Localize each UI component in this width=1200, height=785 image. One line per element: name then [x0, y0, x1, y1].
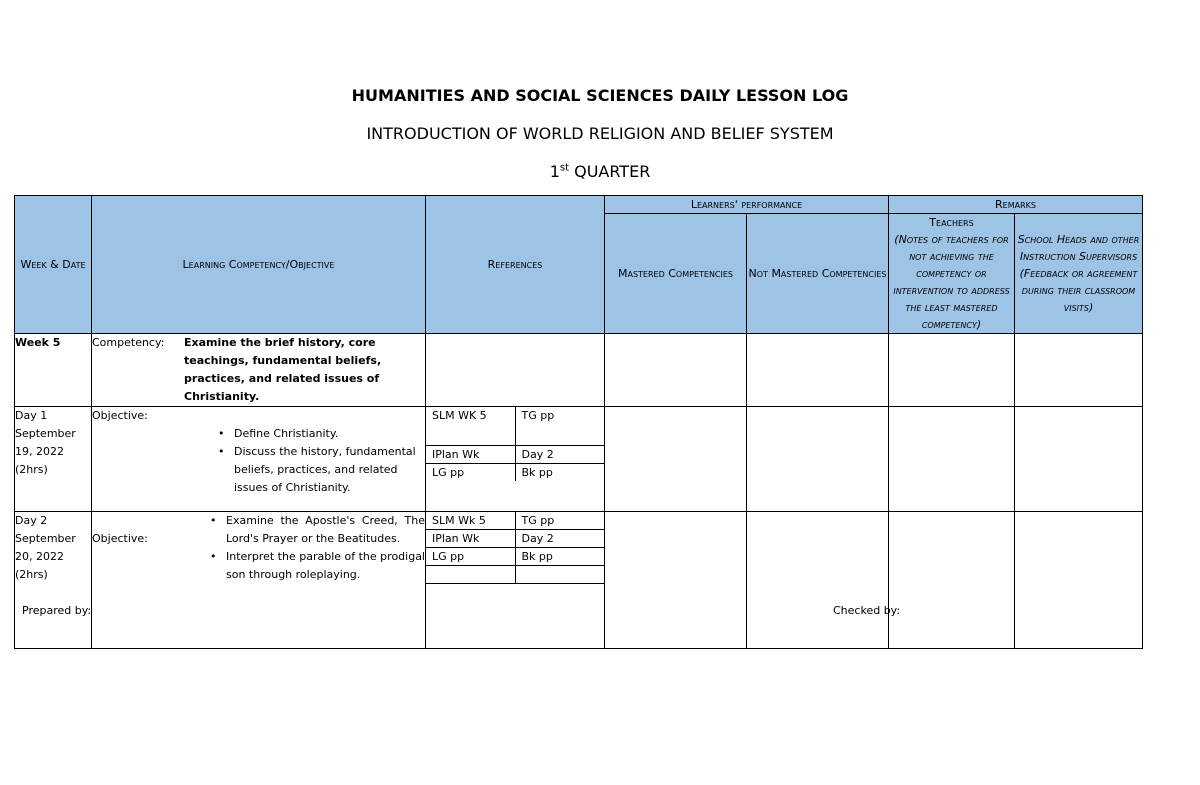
teachers-cell — [889, 407, 1015, 512]
school-heads-note: (Feedback or agreement during their classroom visits) — [1019, 267, 1138, 314]
ref-cell: TG pp — [515, 407, 604, 445]
header-learners-performance: Learners' performance — [605, 196, 889, 214]
week-cell: Week 5 — [15, 334, 92, 407]
quarter-title — [0, 162, 1200, 181]
day1-references-table — [426, 407, 604, 481]
school-heads-cell — [1015, 512, 1143, 649]
competency-text: Examine the brief history, core teachings, fundamental beliefs, practices, and related issues of Christianity. — [184, 336, 382, 403]
quarter-label: QUARTER — [569, 162, 651, 181]
document-title: HUMANITIES AND SOCIAL SCIENCES DAILY LESSON LOG — [351, 86, 849, 105]
competency-cell — [92, 334, 426, 407]
ref-cell: Day 2 — [515, 445, 604, 463]
header-week-date: Week & Date — [15, 196, 92, 334]
list-item: • Define Christianity. — [214, 425, 425, 443]
checked-by-label: Checked by: — [833, 604, 901, 617]
list-item: • Examine the Apostle's Creed, The Lord's Prayer or the Beatitudes. — [206, 512, 425, 548]
teachers-note: (Notes of teachers for not achieving the competency or intervention to address the least mastered competency) — [893, 233, 1010, 331]
competency-label: Competency: — [92, 336, 165, 349]
day2-objective-label: Objective: — [92, 532, 148, 545]
list-item: • Interpret the parable of the prodigal son through roleplaying. — [206, 548, 425, 584]
header-teachers — [889, 214, 1015, 334]
references-cell — [426, 334, 605, 407]
teachers-cell — [889, 512, 1015, 649]
day1-objective-cell — [92, 407, 426, 512]
school-heads-cell — [1015, 334, 1143, 407]
ref-cell: LG pp — [426, 463, 515, 481]
ref-cell — [515, 566, 604, 584]
day1-objective-list — [214, 425, 425, 497]
teachers-cell — [889, 334, 1015, 407]
subject-title: INTRODUCTION OF WORLD RELIGION AND BELIEF SYSTEM — [366, 124, 834, 143]
ref-cell: SLM Wk 5 — [426, 512, 515, 530]
day2-references-table — [426, 512, 604, 584]
quarter-ordinal: st — [559, 162, 570, 174]
prepared-by-label: Prepared by: — [22, 604, 92, 617]
ref-cell: IPlan Wk — [426, 530, 515, 548]
quarter-number: 1 — [549, 162, 560, 181]
mastered-cell — [605, 512, 747, 649]
ref-cell: TG pp — [515, 512, 604, 530]
school-heads-cell — [1015, 407, 1143, 512]
day2-objective-cell — [92, 512, 426, 649]
day1-objective-label: Objective: — [92, 409, 148, 422]
ref-cell: Bk pp — [515, 548, 604, 566]
mastered-cell — [605, 407, 747, 512]
teachers-label: Teachers — [929, 216, 974, 229]
not-mastered-cell — [747, 512, 889, 649]
ref-cell: Day 2 — [515, 530, 604, 548]
ref-cell: Bk pp — [515, 463, 604, 481]
list-item: • Discuss the history, fundamental beliefs, practices, and related issues of Christianity. — [214, 443, 425, 497]
not-mastered-cell — [747, 407, 889, 512]
day2-date-cell: Day 2 September 20, 2022 (2hrs) — [15, 512, 92, 649]
ref-cell: SLM WK 5 — [426, 407, 515, 445]
header-school-heads — [1015, 214, 1143, 334]
ref-cell — [426, 566, 515, 584]
table-row-week — [15, 334, 1143, 407]
header-competency: Learning Competency/Objective — [92, 196, 426, 334]
header-references: References — [426, 196, 605, 334]
table-row-day2 — [15, 512, 1143, 649]
table-row-day1 — [15, 407, 1143, 512]
header-not-mastered: Not Mastered Competencies — [747, 214, 889, 334]
day1-date-cell: Day 1 September 19, 2022 (2hrs) — [15, 407, 92, 512]
school-heads-label: School Heads and other Instruction Supervisors — [1017, 233, 1140, 263]
day2-references-cell — [426, 512, 605, 649]
mastered-cell — [605, 334, 747, 407]
day2-objective-list — [206, 512, 425, 584]
day1-references-cell — [426, 407, 605, 512]
header-remarks: Remarks — [889, 196, 1143, 214]
header-mastered: Mastered Competencies — [605, 214, 747, 334]
ref-cell: IPlan Wk — [426, 445, 515, 463]
not-mastered-cell — [747, 334, 889, 407]
lesson-log-table — [14, 195, 1143, 649]
ref-cell: LG pp — [426, 548, 515, 566]
